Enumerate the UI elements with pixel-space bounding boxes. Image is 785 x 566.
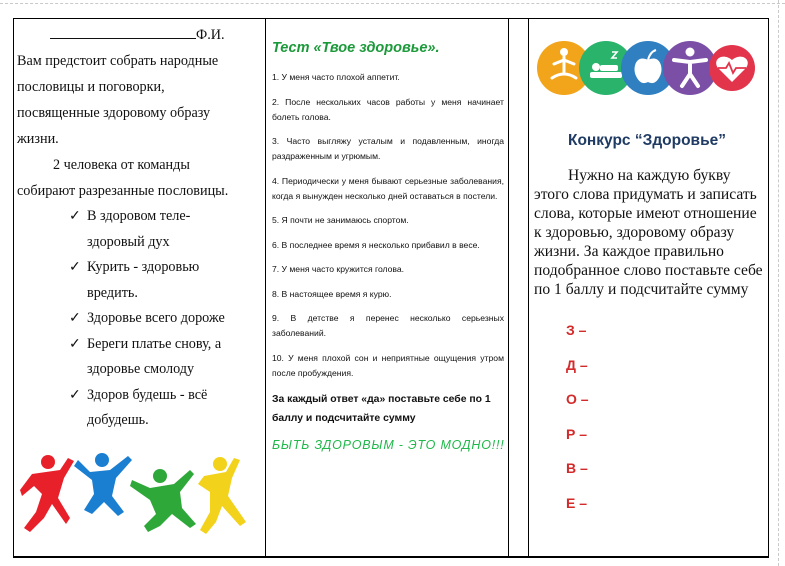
list-item: ✓ Береги платье снову, а здоровье смолоду xyxy=(69,332,249,383)
green-figure xyxy=(130,469,196,532)
red-figure xyxy=(20,455,74,532)
fio-blank xyxy=(50,25,196,39)
list-item: ✓ Курить - здоровью вредить. xyxy=(69,255,249,306)
page-edge-top xyxy=(0,3,785,4)
list-item: ✓ Здоровье всего дороже xyxy=(69,306,249,332)
list-item: ✓ В здоровом теле- здоровый дух xyxy=(69,204,249,255)
heart-pulse-icon xyxy=(709,45,755,91)
middle-column xyxy=(272,40,504,452)
test-question: 3. Часто выгляжу усталым и подавленным, иногда раздраженным и угрюмым. xyxy=(272,136,504,161)
team-note: 2 человека от команды собирают разрезанные пословицы. xyxy=(17,157,229,199)
bottom-divider xyxy=(13,556,769,557)
check-icon: ✓ xyxy=(69,311,81,326)
fio-line xyxy=(17,22,249,48)
column-divider xyxy=(265,18,266,558)
test-question: 5. Я почти не занимаюсь спортом. xyxy=(272,215,409,225)
test-question: 10. У меня плохой сон и неприятные ощущения утром после пробуждения. xyxy=(272,352,504,378)
letter-item: Е – xyxy=(566,494,588,511)
letter-list xyxy=(566,322,589,529)
letter-item: О – xyxy=(566,391,589,407)
check-icon: ✓ xyxy=(69,387,81,403)
column-divider xyxy=(528,18,529,558)
test-question: 1. У меня часто плохой аппетит. xyxy=(272,72,400,82)
page-edge-right xyxy=(778,0,779,566)
left-column xyxy=(17,22,249,434)
contest-instructions: Нужно на каждую букву этого слова придумать и записать слова, которые имеют отношение к здоровью, здоровому образу жизни. За каждое правильно подобранное слово поставьте себе по 1 баллу и подсчитайте сумму xyxy=(534,167,763,298)
column-divider xyxy=(508,18,509,558)
letter-item: В – xyxy=(566,460,588,476)
jumping-people-illustration xyxy=(20,452,250,536)
contest-text xyxy=(534,166,768,299)
blue-figure xyxy=(74,453,132,516)
fitness-person-icon xyxy=(663,41,717,95)
test-title: Тест «Твое здоровье». xyxy=(272,40,440,56)
fio-label: Ф.И. xyxy=(196,27,225,43)
test-question: 9. В детстве я перенес несколько серьезных заболеваний. xyxy=(272,313,504,338)
letter-item: Д – xyxy=(566,356,588,373)
check-icon: ✓ xyxy=(69,260,81,275)
letter-item: З – xyxy=(566,322,587,338)
test-question: 8. В настоящее время я курю. xyxy=(272,288,392,299)
test-question: 6. В последнее время я несколько прибавил в весе. xyxy=(272,239,480,250)
contest-title: Конкурс “Здоровье” xyxy=(568,132,726,149)
intro-text: Вам предстоит собрать народные пословицы и поговорки, посвященные здоровому образу жизни. xyxy=(17,53,219,147)
slogan: БЫТЬ ЗДОРОВЫМ - ЭТО МОДНО!!! xyxy=(272,438,505,452)
list-item: ✓ Здоров будешь - всё добудешь. xyxy=(69,383,249,434)
test-question: 2. После нескольких часов работы у меня начинает болеть голова. xyxy=(272,96,504,122)
health-icons-row xyxy=(536,38,756,98)
letter-item: Р – xyxy=(566,425,588,442)
test-question: 4. Периодически у меня бывают серьезные заболевания, когда я вынужден несколько дней оставаться в постели. xyxy=(272,175,504,201)
test-question: 7. У меня часто кружится голова. xyxy=(272,264,405,274)
check-icon: ✓ xyxy=(69,336,81,352)
yellow-figure xyxy=(198,457,246,534)
score-note: За каждый ответ «да» поставьте себе по 1 баллу и подсчитайте сумму xyxy=(272,394,491,424)
check-icon: ✓ xyxy=(69,209,81,224)
proverb-list xyxy=(17,204,249,434)
